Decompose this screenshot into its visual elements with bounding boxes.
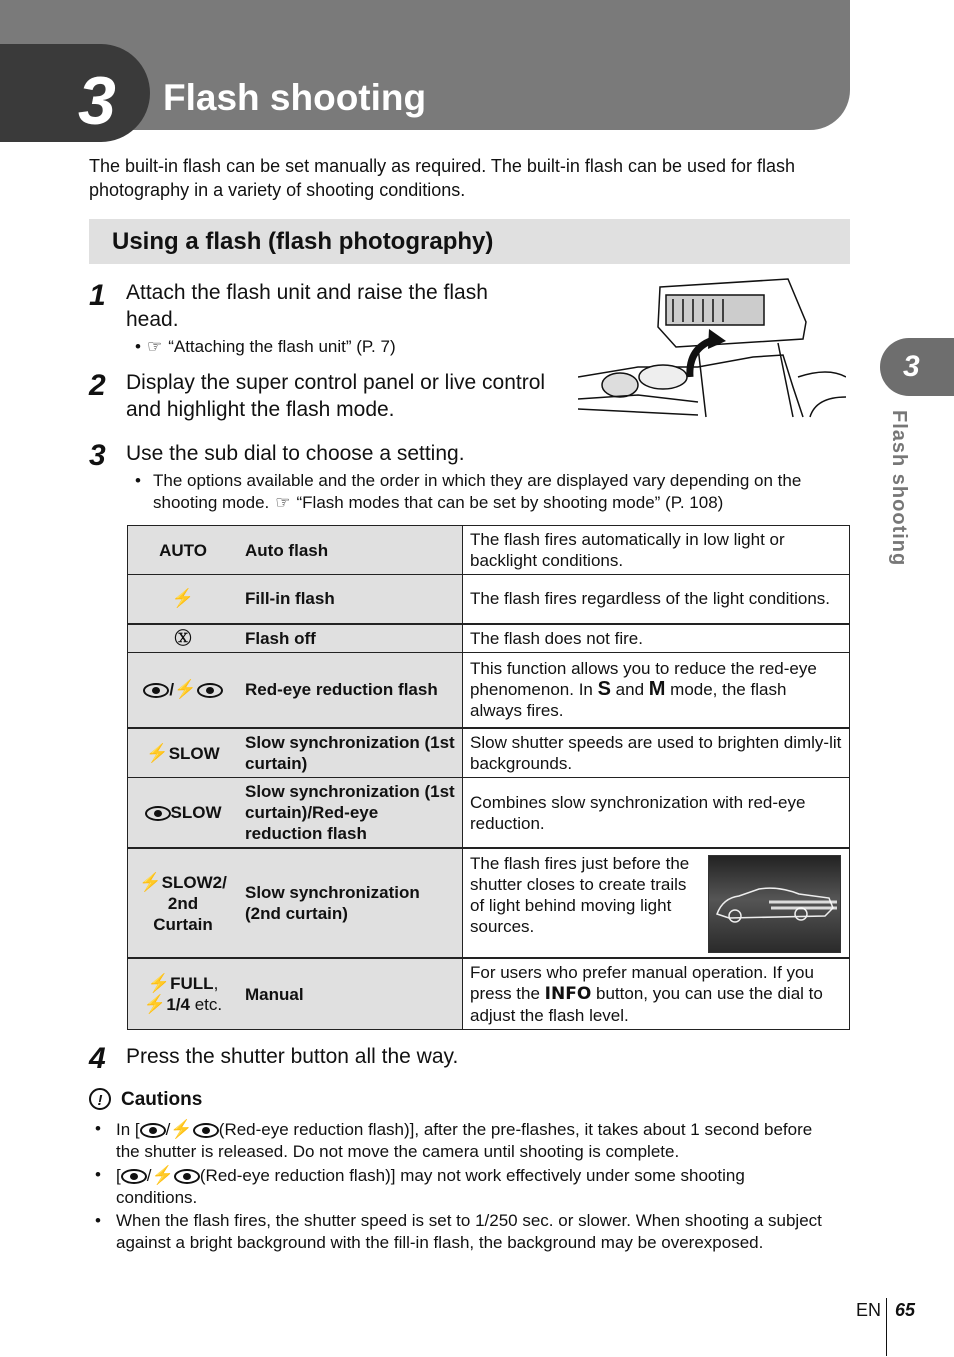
table-row xyxy=(128,848,850,958)
mode-symbol: /⚡ xyxy=(128,652,239,728)
red-eye-icon xyxy=(193,1123,219,1138)
chapter-tab xyxy=(0,44,150,142)
step-number: 1 xyxy=(89,279,106,312)
bullet-text: The options available and the order in which they are displayed vary depending on the shooting mode. xyxy=(153,471,802,512)
cautions-list xyxy=(95,1118,825,1255)
flash-bolt-icon: ⚡ xyxy=(151,1165,174,1185)
flash-mode-table xyxy=(127,525,850,1030)
table-row xyxy=(128,958,850,1030)
chapter-number: 3 xyxy=(78,63,116,139)
flash-bolt-icon: ⚡ xyxy=(170,1119,193,1139)
mode-description: This function allows you to reduce the red-eye phenomenon. In S and M mode, the flash always fires. xyxy=(463,652,850,728)
flash-bolt-icon: ⚡ xyxy=(174,679,197,700)
step-text: Display the super control panel or live control and highlight the flash mode. xyxy=(126,371,546,421)
mode-symbol xyxy=(128,575,239,624)
table-row xyxy=(128,526,850,575)
reference-hand-icon: ☞ xyxy=(275,493,291,512)
reference-text: “Attaching the flash unit” (P. 7) xyxy=(168,337,396,356)
caution-icon: ! xyxy=(89,1088,111,1110)
red-eye-icon xyxy=(145,806,171,821)
mode-symbol: ⚡SLOW xyxy=(128,728,239,778)
mode-name: Slow synchronization (2nd curtain) xyxy=(238,848,463,958)
mode-name: Fill-in flash xyxy=(238,575,463,624)
mode-symbol: SLOW xyxy=(128,778,239,849)
step-bullet: • The options available and the order in which they are displayed vary depending on the shooting mode. ☞ “Flash modes that can be set by shooting mode” (P. 108) xyxy=(135,471,802,512)
mode-name: Slow synchronization (1st curtain)/Red-eye reduction flash xyxy=(238,778,463,849)
section-bar xyxy=(89,219,850,264)
mode-symbol xyxy=(128,624,239,653)
flash-bolt-icon: ⚡ xyxy=(143,994,167,1014)
mode-description: Slow shutter speeds are used to brighten dimly-lit backgrounds. xyxy=(463,728,850,778)
page-number: 65 xyxy=(895,1300,916,1320)
chapter-title: Flash shooting xyxy=(163,77,427,118)
side-tab-label: Flash shooting xyxy=(888,410,910,567)
list-item: • In [ /⚡ (Red-eye reduction flash)], after the pre-flashes, it takes about 1 second before the shutter is released. Do not move the camera until shooting is complete. xyxy=(95,1118,825,1163)
car-light-trail-photo xyxy=(708,855,841,953)
table-row xyxy=(128,575,850,624)
mode-description: The flash does not fire. xyxy=(463,624,850,653)
reference-text: “Flash modes that can be set by shooting mode” (P. 108) xyxy=(296,493,724,512)
mode-symbol: ⚡FULL, ⚡1/4 etc. xyxy=(128,958,239,1030)
mode-description: For users who prefer manual operation. If you press the INFO button, you can use the dial to adjust the flash level. xyxy=(463,958,850,1030)
red-eye-icon xyxy=(121,1169,147,1184)
mode-name: Slow synchronization (1st curtain) xyxy=(238,728,463,778)
step-number: 2 xyxy=(89,369,106,402)
reference-hand-icon: ☞ xyxy=(146,337,163,356)
red-eye-icon xyxy=(174,1169,200,1184)
mode-name: Auto flash xyxy=(238,526,463,575)
list-item: • When the flash fires, the shutter speed is set to 1/250 sec. or slower. When shooting a subject against a bright background with the fill-in flash, the background may be overexposed. xyxy=(95,1210,825,1254)
step-number: 4 xyxy=(89,1042,106,1075)
camera-flash-illustration xyxy=(578,277,846,419)
mode-name: Red-eye reduction flash xyxy=(238,652,463,728)
mode-description: The flash fires automatically in low light or backlight conditions. xyxy=(463,526,850,575)
list-item: • [ /⚡ (Red-eye reduction flash)] may not work effectively under some shooting conditions. xyxy=(95,1164,825,1209)
flash-bolt-icon: ⚡ xyxy=(146,742,169,763)
mode-name: Flash off xyxy=(238,624,463,653)
mode-description-text: The flash fires just before the shutter closes to create trails of light behind moving light sources. xyxy=(470,854,690,936)
table-row xyxy=(128,728,850,778)
table-row xyxy=(128,778,850,849)
flash-bolt-icon: ⚡ xyxy=(139,871,162,892)
cautions-heading: ! Cautions xyxy=(89,1088,202,1111)
step-text: Use the sub dial to choose a setting. xyxy=(126,442,465,465)
intro-paragraph: The built-in flash can be set manually as required. The built-in flash can be used for flash photography in a variety of shooting conditions. xyxy=(89,156,796,200)
mode-description: The flash fires regardless of the light conditions. xyxy=(463,575,850,624)
table-row xyxy=(128,652,850,728)
step-text: Press the shutter button all the way. xyxy=(126,1045,459,1068)
red-eye-icon xyxy=(140,1123,166,1138)
footer-divider xyxy=(886,1298,887,1356)
mode-description: Combines slow synchronization with red-eye reduction. xyxy=(463,778,850,849)
side-tab-number: 3 xyxy=(903,350,920,383)
mode-symbol: ⚡SLOW2/ 2nd Curtain xyxy=(128,848,239,958)
step-bullet: • ☞ “Attaching the flash unit” (P. 7) xyxy=(135,337,396,356)
step-number: 3 xyxy=(89,439,106,472)
footer-language: EN xyxy=(856,1300,882,1320)
step-text: Attach the flash unit and raise the flash head. xyxy=(126,281,488,331)
mode-symbol: AUTO xyxy=(128,526,239,575)
table-row xyxy=(128,624,850,653)
mode-name: Manual xyxy=(238,958,463,1030)
red-eye-icon xyxy=(197,683,223,698)
mode-description xyxy=(463,848,850,958)
flash-off-icon: Ⓧ xyxy=(174,628,192,648)
red-eye-icon xyxy=(143,683,169,698)
flash-bolt-icon: ⚡ xyxy=(171,588,195,609)
flash-bolt-icon: ⚡ xyxy=(147,973,171,993)
section-title: Using a flash (flash photography) xyxy=(112,228,494,255)
